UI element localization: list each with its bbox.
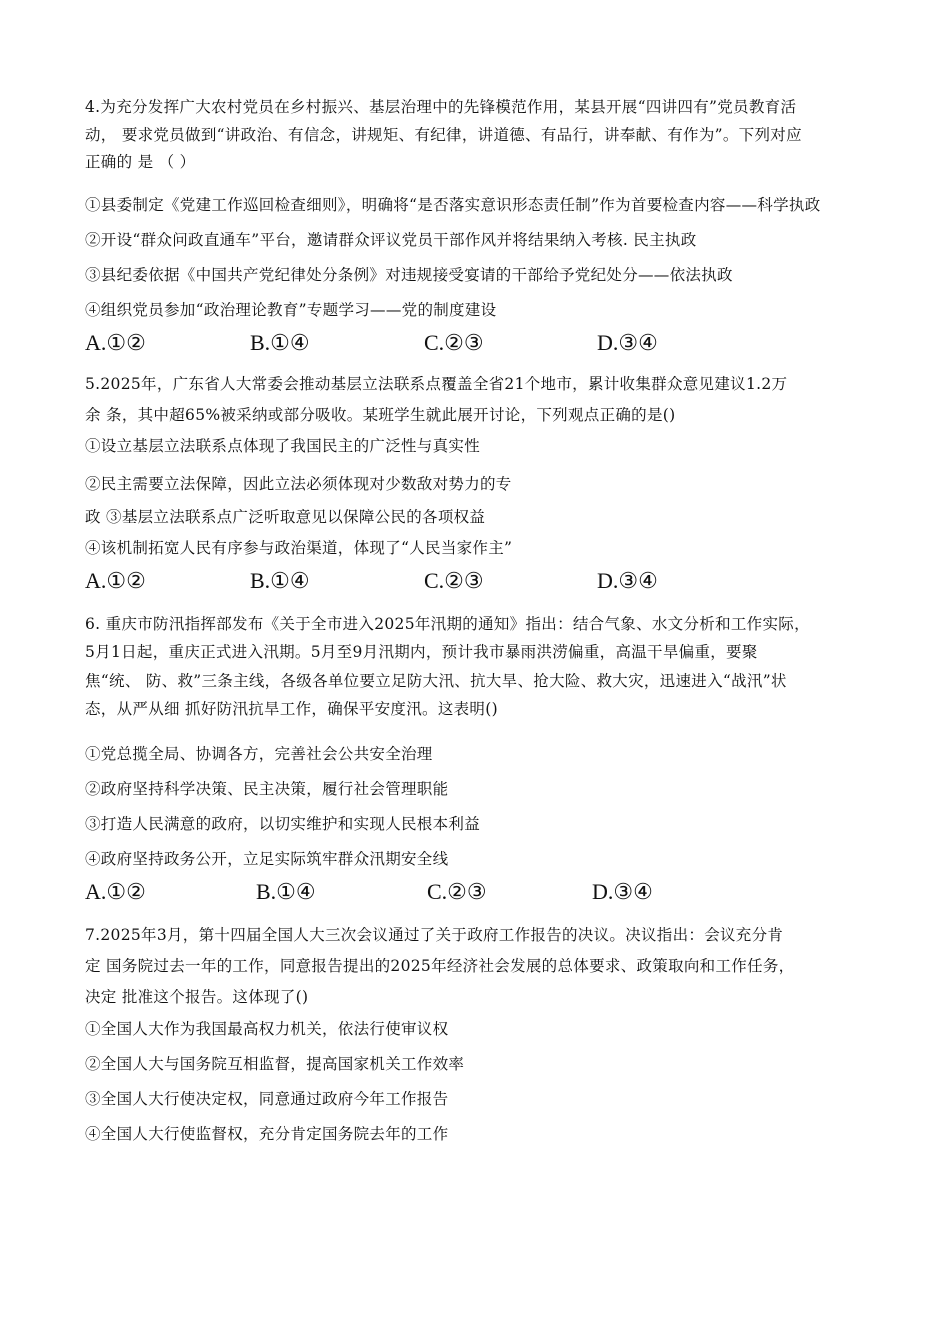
option-a[interactable]: A.①② bbox=[85, 879, 146, 904]
question-5-statement-2: ②民主需要立法保障，因此立法必须体现对少数敌对势力的专 bbox=[85, 475, 512, 493]
option-b[interactable]: B.①④ bbox=[250, 330, 310, 355]
question-6-stem-line: 5月1日起，重庆正式进入汛期。5月至9月汛期内，预计我市暴雨洪涝偏重，高温干旱偏重，要聚 bbox=[85, 643, 758, 661]
option-c[interactable]: C.②③ bbox=[424, 568, 484, 593]
option-d[interactable]: D.③④ bbox=[597, 330, 658, 355]
question-4-options bbox=[0, 328, 950, 358]
question-4-statement-2: ②开设“群众问政直通车”平台，邀请群众评议党员干部作风并将结果纳入考核. 民主执政 bbox=[85, 231, 697, 249]
question-5-stem-line: 余 条，其中超65%被采纳或部分吸收。某班学生就此展开讨论，下列观点正确的是() bbox=[85, 406, 676, 424]
question-7-stem-line: 7.2025年3月，第十四届全国人大三次会议通过了关于政府工作报告的决议。决议指出：会议充分肯 bbox=[85, 926, 784, 944]
question-6-stem-line: 焦“统、 防、救”三条主线，各级各单位要立足防大汛、抗大旱、抢大险、救大灾，迅速进入“战汛”状 bbox=[85, 672, 787, 690]
option-d[interactable]: D.③④ bbox=[592, 879, 653, 904]
question-7-statement-2: ②全国人大与国务院互相监督，提高国家机关工作效率 bbox=[85, 1055, 465, 1073]
question-6-stem-line: 6. 重庆市防汛指挥部发布《关于全市进入2025年汛期的通知》指出：结合气象、水文分析和工作实际， bbox=[85, 615, 810, 633]
question-6-stem-line: 态，从严从细 抓好防汛抗旱工作，确保平安度汛。这表明() bbox=[85, 700, 498, 718]
question-4-statement-4: ④组织党员参加“政治理论教育”专题学习——党的制度建设 bbox=[85, 301, 497, 319]
question-5-options bbox=[0, 566, 950, 596]
question-4-statement-1: ①县委制定《党建工作巡回检查细则》，明确将“是否落实意识形态责任制”作为首要检查内容——科学执政 bbox=[85, 196, 821, 214]
question-4-stem-line: 动， 要求党员做到“讲政治、有信念，讲规矩、有纪律，讲道德、有品行，讲奉献、有作为”。下列对应 bbox=[85, 126, 802, 144]
question-6-statement-4: ④政府坚持政务公开，立足实际筑牢群众汛期安全线 bbox=[85, 850, 449, 868]
option-a[interactable]: A.①② bbox=[85, 330, 146, 355]
question-4-stem-line: 4.为充分发挥广大农村党员在乡村振兴、基层治理中的先锋模范作用，某县开展“四讲四有”党员教育活 bbox=[85, 98, 797, 116]
question-6-statement-1: ①党总揽全局、协调各方，完善社会公共安全治理 bbox=[85, 745, 433, 763]
question-5-statement-4: ④该机制拓宽人民有序参与政治渠道，体现了“人民当家作主” bbox=[85, 539, 513, 557]
question-7-statement-3: ③全国人大行使决定权，同意通过政府今年工作报告 bbox=[85, 1090, 449, 1108]
question-6-statement-3: ③打造人民满意的政府，以切实维护和实现人民根本利益 bbox=[85, 815, 481, 833]
option-b[interactable]: B.①④ bbox=[250, 568, 310, 593]
question-5-stem-line: 5.2025年，广东省人大常委会推动基层立法联系点覆盖全省21个地市，累计收集群众意见建议1.2万 bbox=[85, 375, 788, 393]
question-7-stem-line: 定 国务院过去一年的工作，同意报告提出的2025年经济社会发展的总体要求、政策取向和工作任务， bbox=[85, 957, 795, 975]
option-c[interactable]: C.②③ bbox=[424, 330, 484, 355]
question-5-statement-3: 政 ③基层立法联系点广泛听取意见以保障公民的各项权益 bbox=[85, 508, 486, 526]
question-6-statement-2: ②政府坚持科学决策、民主决策，履行社会管理职能 bbox=[85, 780, 449, 798]
option-d[interactable]: D.③④ bbox=[597, 568, 658, 593]
question-7-statement-4: ④全国人大行使监督权，充分肯定国务院去年的工作 bbox=[85, 1125, 449, 1143]
option-b[interactable]: B.①④ bbox=[256, 879, 316, 904]
question-7-stem-line: 决定 批准这个报告。这体现了() bbox=[85, 988, 309, 1006]
option-a[interactable]: A.①② bbox=[85, 568, 146, 593]
question-6-options bbox=[0, 877, 950, 907]
option-c[interactable]: C.②③ bbox=[427, 879, 487, 904]
question-4-stem-line: 正确的 是 （ ） bbox=[85, 153, 196, 171]
question-4-statement-3: ③县纪委依据《中国共产党纪律处分条例》对违规接受宴请的干部给予党纪处分——依法执政 bbox=[85, 266, 733, 284]
question-7-statement-1: ①全国人大作为我国最高权力机关，依法行使审议权 bbox=[85, 1020, 449, 1038]
question-5-statement-1: ①设立基层立法联系点体现了我国民主的广泛性与真实性 bbox=[85, 437, 481, 455]
